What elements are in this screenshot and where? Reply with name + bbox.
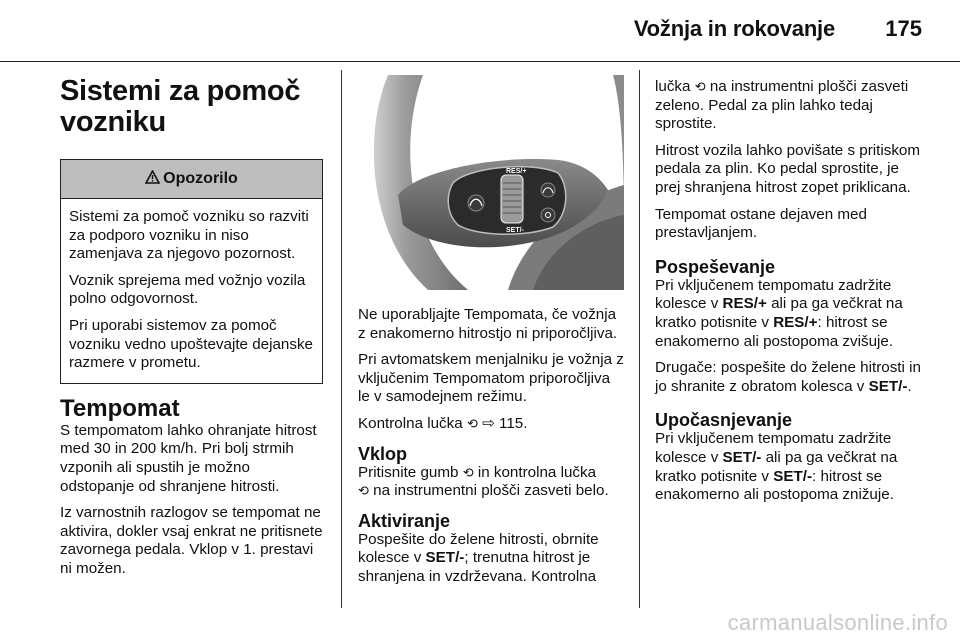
text: Pri vključenem tempomatu zadržite kolesce v bbox=[655, 276, 892, 313]
set-label: SET/- bbox=[868, 377, 908, 395]
set-label: SET/- bbox=[773, 467, 813, 485]
paragraph: Hitrost vozila lahko povišate s pritiskom pedala za plin. Ko pedal sprostite, je prej shranjena hitrost zopet priklicana. bbox=[655, 141, 921, 196]
text: ; trenutna hitrost je shranjena in vzdrževana. Kontrolna bbox=[358, 549, 597, 585]
cruise-control-icon: ⟲ bbox=[358, 483, 369, 499]
cruise-control-icon: ⟲ bbox=[694, 79, 706, 94]
watermark: carmanualsonline.info bbox=[727, 610, 948, 635]
paragraph: Pri avtomatskem menjalniku je vožnja z vključenim Tempomatom priporočljiva le v samodejnem režimu. bbox=[358, 351, 624, 406]
cruise-control-icon: ⟲ bbox=[462, 464, 474, 480]
paragraph bbox=[358, 415, 624, 434]
column-divider-1 bbox=[341, 70, 342, 608]
text: na instrumentni plošči zasveti zeleno. Pedal za plin lahko tedaj sprostite. bbox=[655, 78, 909, 133]
warning-body bbox=[61, 199, 322, 383]
paragraph: Tempomat ostane dejaven med prestavljanjem. bbox=[655, 205, 867, 242]
paragraph: Ne uporabljajte Tempomata, če vožnja z enakomerno hitrostjo ni priporočljiva. bbox=[358, 306, 618, 342]
vklop-heading: Vklop bbox=[358, 443, 408, 464]
page-title: Vožnja in rokovanje bbox=[633, 16, 835, 41]
column-divider-2 bbox=[639, 70, 640, 608]
set-label: SET/- bbox=[425, 549, 465, 567]
paragraph bbox=[655, 78, 923, 134]
paragraph bbox=[655, 430, 923, 504]
paragraph bbox=[358, 531, 624, 587]
aktiviranje-heading: Aktiviranje bbox=[358, 510, 451, 531]
tempomat-heading: Tempomat bbox=[60, 394, 180, 422]
page-number: 175 bbox=[885, 16, 922, 41]
paragraph bbox=[655, 359, 923, 396]
warning-title: Opozorilo bbox=[163, 170, 238, 187]
paragraph bbox=[358, 464, 624, 501]
paragraph: S tempomatom lahko ohranjate hitrost med 30 in 200 km/h. Pri bolj strmih vzponih ali spustih je možno odstopanje od shranjene hitrosti. bbox=[60, 421, 317, 495]
res-label: RES/+ bbox=[773, 313, 818, 331]
section-heading: Sistemi za pomoč vozniku bbox=[60, 75, 301, 138]
warning-box bbox=[60, 159, 323, 384]
text: Drugače: pospešite do želene hitrosti in jo shranite z obratom kolesca v bbox=[655, 359, 921, 395]
paragraph bbox=[655, 277, 923, 351]
res-label: RES/+ bbox=[506, 168, 527, 175]
warning-triangle-icon bbox=[145, 169, 160, 189]
text: na instrumentni plošči zasveti belo. bbox=[373, 482, 609, 500]
text: ali pa ga večkrat na kratko potisnite v bbox=[655, 448, 898, 485]
page-reference[interactable]: 115. bbox=[499, 414, 528, 432]
upocasnjevanje-heading: Upočasnjevanje bbox=[655, 410, 793, 431]
text: . bbox=[907, 377, 912, 395]
text: Kontrolna lučka bbox=[358, 414, 463, 432]
column-3 bbox=[655, 78, 923, 513]
set-label: SET/- bbox=[722, 448, 762, 466]
reference-arrow-icon: ⇨ bbox=[482, 414, 495, 432]
cruise-control-icon: ⟲ bbox=[466, 415, 478, 431]
warning-paragraph: Sistemi za pomoč vozniku so razviti za podporo vozniku in niso zamenjava za njegovo pozornost. bbox=[69, 208, 309, 263]
warning-paragraph: Voznik sprejema med vožnjo vozila polno odgovornost. bbox=[69, 271, 306, 308]
set-label: SET/- bbox=[506, 227, 524, 234]
column-2 bbox=[358, 62, 624, 595]
text: Pri vključenem tempomatu zadržite kolesce v bbox=[655, 430, 892, 466]
warning-header bbox=[61, 160, 322, 199]
page-header bbox=[0, 0, 960, 62]
text: lučka bbox=[655, 78, 691, 95]
paragraph: Iz varnostnih razlogov se tempomat ne aktivira, dokler vsaj enkrat ne pritisnete zavornega pedala. Vklop v 1. prestavi ni možen. bbox=[60, 504, 323, 577]
text: : hitrost se enakomerno ali postopoma znižuje. bbox=[655, 467, 894, 504]
text: ali pa ga večkrat na kratko potisnite v bbox=[655, 295, 903, 331]
column-1 bbox=[60, 62, 325, 587]
text: : hitrost se enakomerno ali postopoma zvišuje. bbox=[655, 313, 894, 350]
text: in kontrolna lučka bbox=[477, 463, 597, 481]
text: Pospešite do želene hitrosti, obrnite kolesce v bbox=[358, 530, 599, 567]
text: Pritisnite gumb bbox=[358, 463, 459, 481]
res-label: RES/+ bbox=[722, 295, 767, 313]
steering-wheel-cruise-control-illustration bbox=[358, 75, 624, 290]
warning-paragraph: Pri uporabi sistemov za pomoč vozniku vedno upoštevajte dejanske razmere v prometu. bbox=[69, 316, 314, 372]
pospesevanje-heading: Pospeševanje bbox=[655, 256, 776, 277]
